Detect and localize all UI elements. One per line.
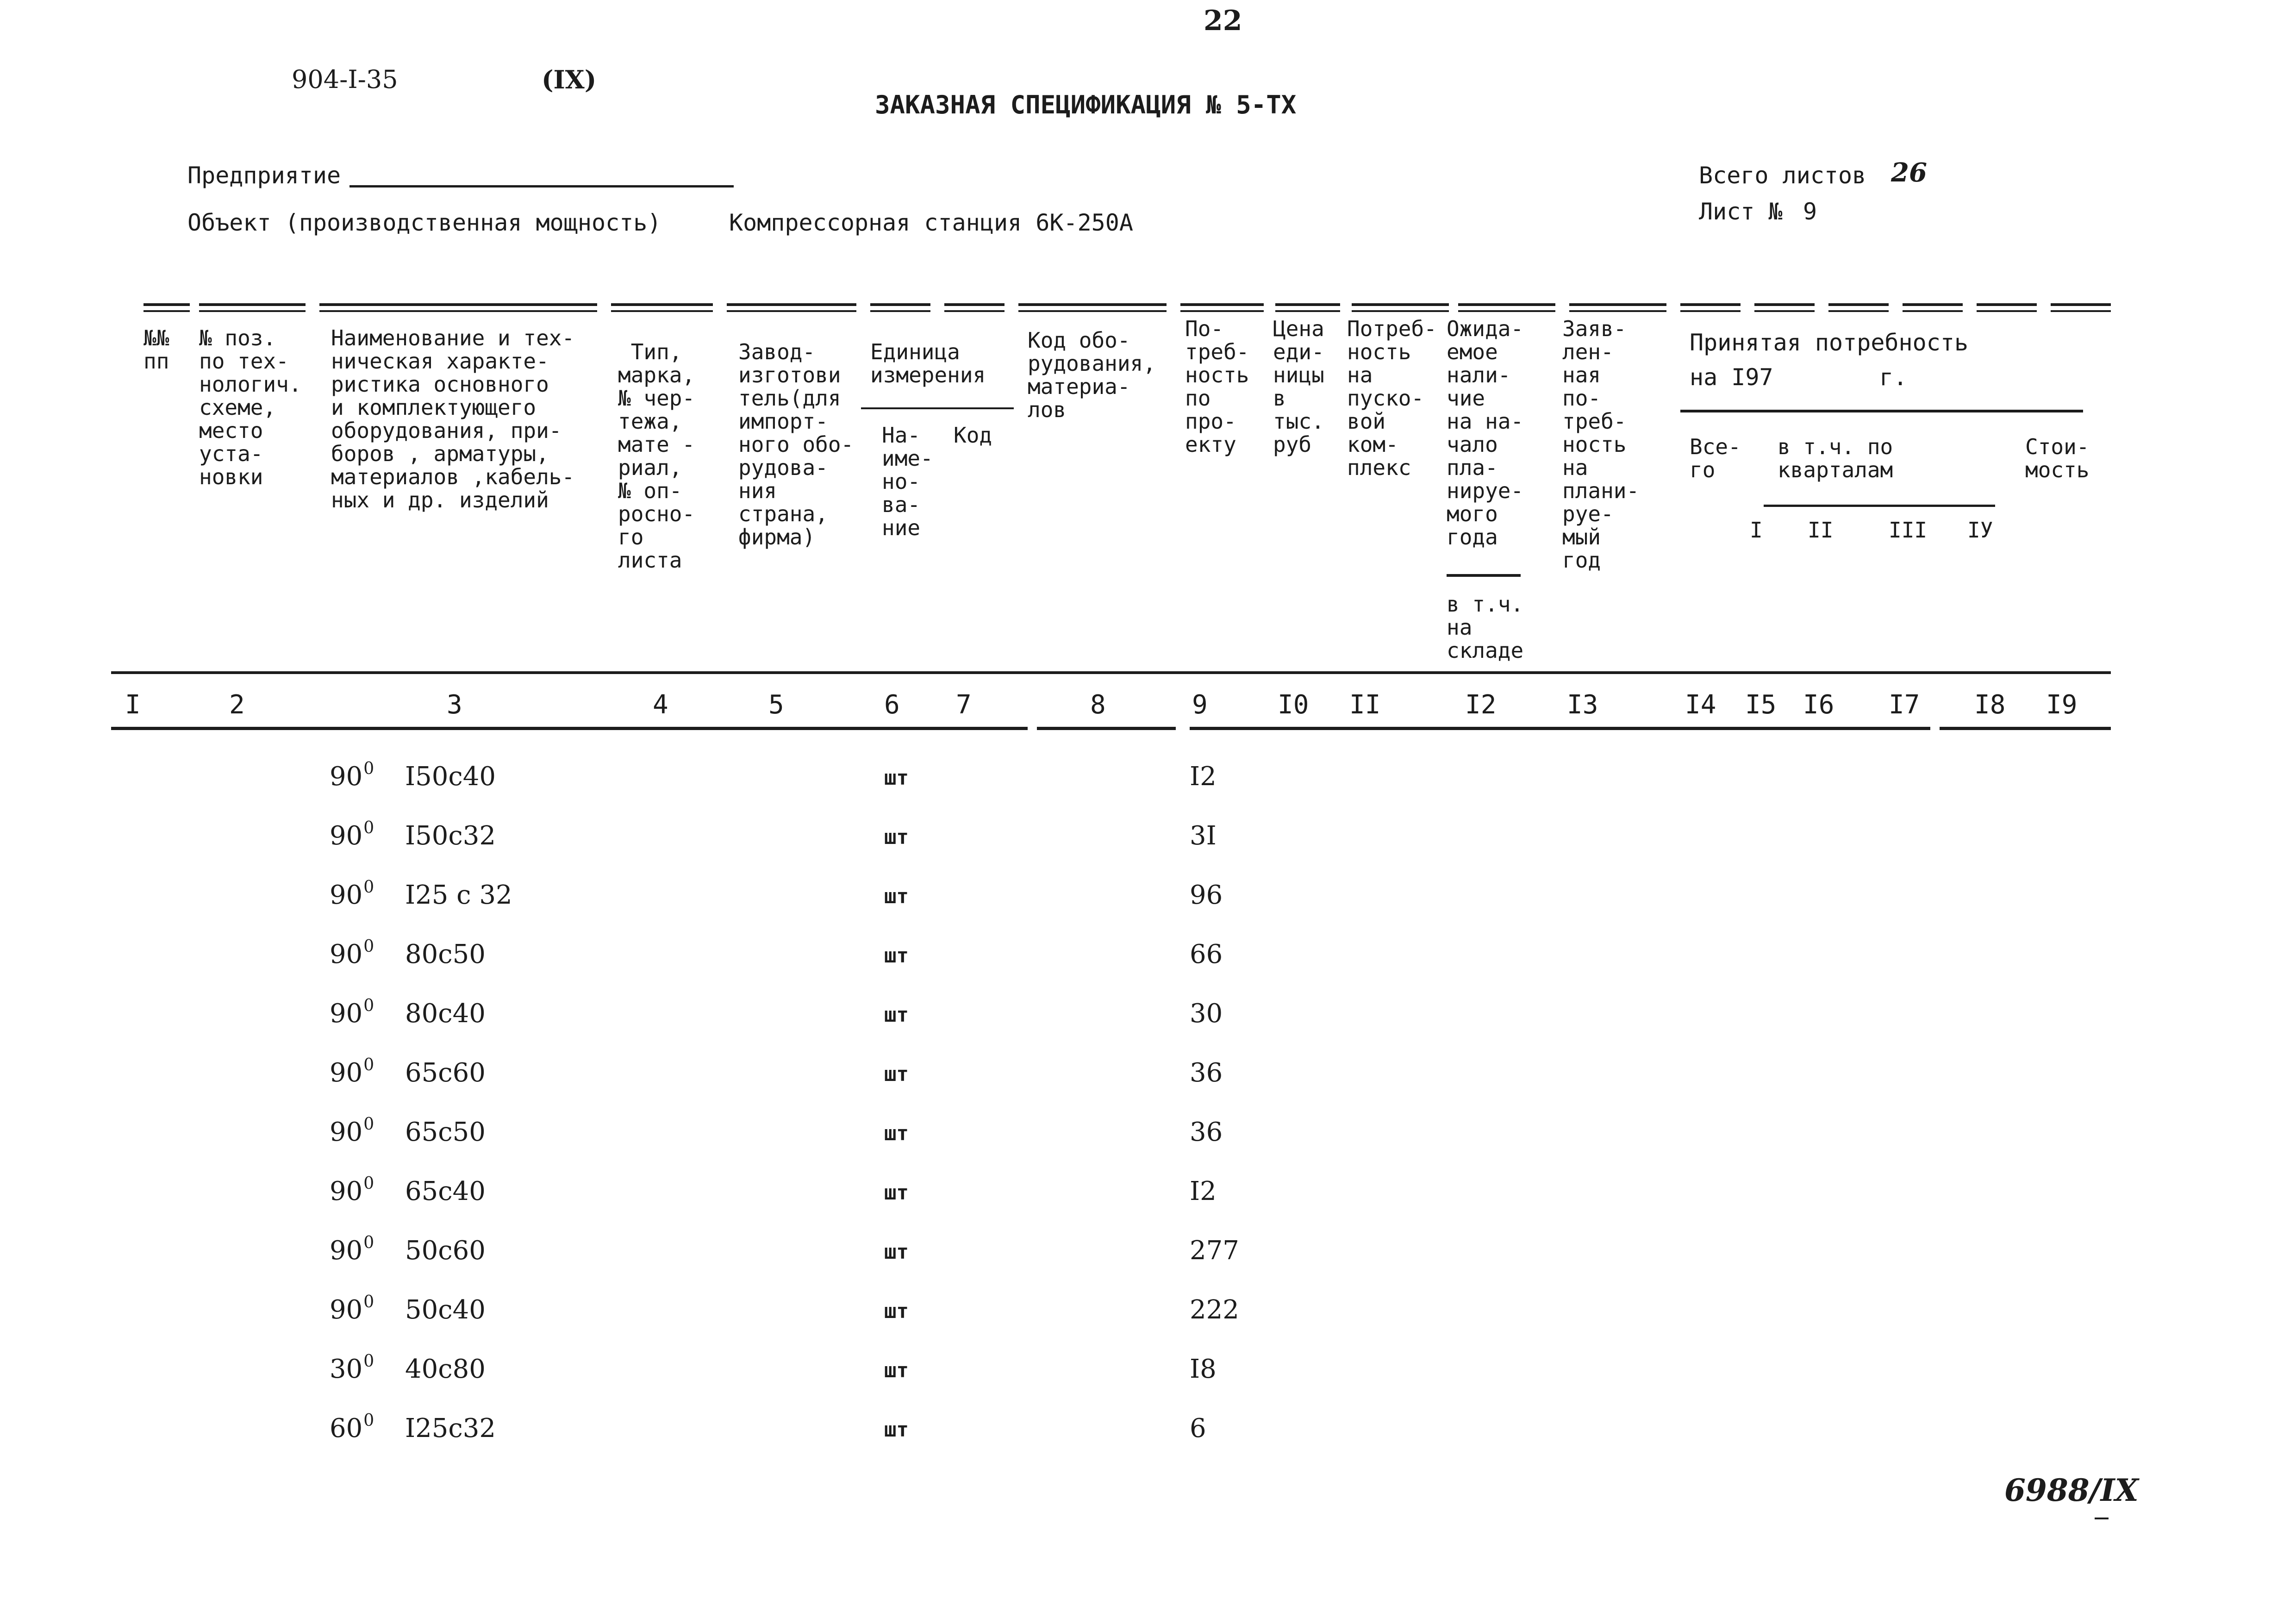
column-number: I2 [1465, 690, 1497, 720]
header-total: Все- го [1690, 434, 1741, 482]
row-angle: $90^0$ [330, 818, 374, 851]
row-angle: $90^0$ [330, 1233, 374, 1266]
row-qty: I2 [1190, 1176, 1217, 1206]
row-angle: $90^0$ [330, 1115, 374, 1147]
row-angle: $90^0$ [330, 1056, 374, 1088]
column-number: II [1349, 690, 1381, 720]
row-angle: $90^0$ [330, 759, 374, 792]
column-number: 6 [884, 690, 900, 720]
header-col6-7-group: Единица измерения [870, 339, 986, 387]
row-unit: шт [884, 1359, 909, 1382]
column-number: 7 [956, 690, 972, 720]
header-quarters: в т.ч. по кварталам [1778, 434, 1893, 482]
quarters-divider [1764, 505, 1995, 507]
col12-divider [1447, 574, 1521, 577]
row-unit: шт [884, 1181, 909, 1205]
header-q1: I [1750, 518, 1763, 543]
row-name: 65c40 [405, 1176, 486, 1206]
header-q2: II [1808, 518, 1834, 543]
column-number: 8 [1090, 690, 1106, 720]
header-col7: Код [954, 423, 992, 448]
header-col6: На- име- но- ва- ние [882, 423, 933, 540]
row-angle: $90^0$ [330, 878, 374, 910]
row-qty: I2 [1190, 762, 1217, 792]
header-col11: Потреб- ность на пуско- вой ком- плекс [1347, 316, 1437, 480]
header-accepted: Принятая потребность [1690, 329, 1969, 356]
row-unit: шт [884, 766, 909, 790]
handwritten-note: 6988/IX [2004, 1472, 2139, 1508]
row-name: 65c50 [405, 1117, 486, 1147]
header-col4: Тип, марка, № чер- тежа, мате - риал, № оп- росно- го листа [618, 339, 695, 573]
row-unit: шт [884, 1418, 909, 1442]
row-unit: шт [884, 944, 909, 968]
header-col2: № поз. по тех- нологич. схеме, место уста- новки [199, 325, 302, 489]
row-qty: 30 [1190, 999, 1223, 1029]
column-number: I8 [1974, 690, 2006, 720]
document-part: (IX) [542, 65, 597, 94]
column-number: I3 [1567, 690, 1598, 720]
header-q3: III [1889, 518, 1928, 543]
row-unit: шт [884, 1062, 909, 1086]
row-name: I25c32 [405, 1413, 496, 1443]
row-angle: $30^0$ [330, 1352, 374, 1384]
document-title: ЗАКАЗНАЯ СПЕЦИФИКАЦИЯ № 5-ТХ [875, 90, 1297, 119]
row-name: 80c40 [405, 999, 486, 1029]
header-col12: Ожида- емое нали- чие на на- чало пла- нируе- мого года [1447, 316, 1524, 550]
header-col8: Код обо- рудования, материа- лов [1028, 328, 1156, 422]
row-qty: 96 [1190, 880, 1223, 910]
enterprise-label: Предприятие [187, 162, 341, 189]
row-qty: 3I [1190, 821, 1217, 851]
row-qty: 66 [1190, 939, 1223, 969]
column-number: 5 [768, 690, 784, 720]
row-angle: $60^0$ [330, 1411, 374, 1443]
row-unit: шт [884, 1299, 909, 1323]
column-number: I [125, 690, 141, 720]
note-underline [2095, 1518, 2109, 1519]
row-name: I50c40 [405, 762, 496, 792]
header-q4: IУ [1967, 518, 1993, 543]
row-qty: 222 [1190, 1295, 1239, 1325]
object-value: Компрессорная станция 6К-250А [729, 209, 1133, 236]
column-number: 3 [447, 690, 462, 720]
row-angle: $90^0$ [330, 1174, 374, 1206]
header-col5: Завод- изготови тель(для импорт- ного обо- рудова- ния страна, фирма) [738, 339, 854, 550]
row-qty: 277 [1190, 1236, 1239, 1266]
header-col10: Цена еди- ницы в тыс. руб [1273, 316, 1324, 457]
row-name: 65c60 [405, 1058, 486, 1088]
row-qty: I8 [1190, 1354, 1217, 1384]
row-qty: 36 [1190, 1117, 1223, 1147]
row-unit: шт [884, 885, 909, 908]
column-number: I9 [2046, 690, 2078, 720]
row-unit: шт [884, 825, 909, 849]
header-accepted-year-suffix: г. [1879, 364, 1908, 391]
unit-divider [861, 407, 1014, 409]
row-angle: $90^0$ [330, 996, 374, 1029]
total-sheets-label: Всего листов [1699, 162, 1866, 189]
document-code: 904-I-35 [292, 65, 398, 94]
sheet-label: Лист № [1699, 198, 1783, 225]
row-qty: 6 [1190, 1413, 1206, 1443]
row-name: 80c50 [405, 939, 486, 969]
header-accepted-year: на I97 [1690, 364, 1773, 391]
header-col1: №№ пп [144, 325, 169, 374]
page-number: 22 [1204, 5, 1242, 37]
column-number: 9 [1192, 690, 1208, 720]
sheet-value: 9 [1803, 198, 1817, 225]
row-qty: 36 [1190, 1058, 1223, 1088]
column-number: 4 [653, 690, 668, 720]
row-name: I50c32 [405, 821, 496, 851]
header-cost: Стои- мость [2025, 434, 2090, 482]
row-name: 40c80 [405, 1354, 486, 1384]
column-number: I0 [1278, 690, 1309, 720]
row-unit: шт [884, 1240, 909, 1264]
header-col9: По- треб- ность по про- екту [1185, 316, 1249, 457]
header-col12-warehouse: в т.ч. на складе [1447, 592, 1524, 663]
header-col3: Наименование и тех- ническая характе- ристика основного и комплектующего оборудования, при- боров , арматуры, материалов ,кабель- ных и др. изделий [331, 325, 575, 512]
header-bottom-rule [111, 671, 2111, 674]
column-number: 2 [229, 690, 245, 720]
enterprise-blank-line [349, 185, 734, 187]
row-unit: шт [884, 1003, 909, 1027]
column-number: I6 [1803, 690, 1834, 720]
row-name: I25 c 32 [405, 880, 512, 910]
row-angle: $90^0$ [330, 1293, 374, 1325]
row-unit: шт [884, 1122, 909, 1145]
object-label: Объект (производственная мощность) [187, 209, 661, 236]
column-number: I5 [1745, 690, 1777, 720]
column-number: I4 [1685, 690, 1716, 720]
column-number: I7 [1889, 690, 1920, 720]
row-name: 50c60 [405, 1236, 486, 1266]
total-sheets-value: 26 [1891, 157, 1927, 188]
row-name: 50c40 [405, 1295, 486, 1325]
accepted-divider [1680, 410, 2083, 412]
row-angle: $90^0$ [330, 937, 374, 969]
header-col13: Заяв- лен- ная по- треб- ность на плани- руе- мый год [1562, 316, 1640, 573]
